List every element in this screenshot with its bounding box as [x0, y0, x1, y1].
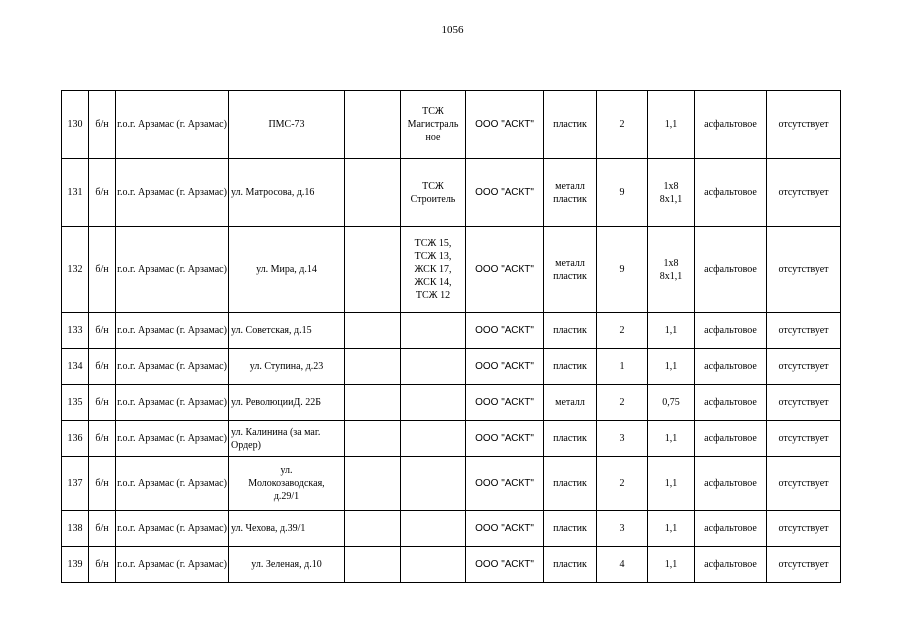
empty-cell — [345, 421, 401, 457]
empty-cell — [345, 457, 401, 511]
material-cell: металл — [544, 385, 597, 421]
owner-cell — [401, 511, 466, 547]
address-cell: ул. Ступина, д.23 — [229, 349, 345, 385]
district-cell: г.о.г. Арзамас (г. Арзамас) — [116, 457, 229, 511]
empty-cell — [345, 511, 401, 547]
table-row — [62, 511, 841, 547]
row-number-cell: 136 — [62, 421, 89, 457]
row-number-cell: 131 — [62, 159, 89, 227]
table-row — [62, 547, 841, 583]
fence-cell: отсутствует — [767, 91, 841, 159]
material-cell: пластик — [544, 421, 597, 457]
owner-cell — [401, 457, 466, 511]
empty-cell — [345, 159, 401, 227]
table-row — [62, 227, 841, 313]
district-cell: г.о.г. Арзамас (г. Арзамас) — [116, 421, 229, 457]
empty-cell — [345, 91, 401, 159]
district-cell: г.о.г. Арзамас (г. Арзамас) — [116, 313, 229, 349]
operator-cell: ООО "АСКТ" — [466, 227, 544, 313]
table-row — [62, 91, 841, 159]
fence-cell: отсутствует — [767, 349, 841, 385]
volume-cell: 1,1 — [648, 91, 695, 159]
count-cell: 2 — [597, 385, 648, 421]
district-cell: г.о.г. Арзамас (г. Арзамас) — [116, 349, 229, 385]
table-row — [62, 457, 841, 511]
address-cell: ул. Мира, д.14 — [229, 227, 345, 313]
surface-cell: асфальтовое — [695, 385, 767, 421]
count-cell: 3 — [597, 511, 648, 547]
district-cell: г.о.г. Арзамас (г. Арзамас) — [116, 547, 229, 583]
fence-cell: отсутствует — [767, 457, 841, 511]
address-cell: ул. Калинина (за маг. Ордер) — [229, 421, 345, 457]
operator-cell: ООО "АСКТ" — [466, 159, 544, 227]
material-cell: металл пластик — [544, 227, 597, 313]
count-cell: 1 — [597, 349, 648, 385]
table-row — [62, 313, 841, 349]
row-number-cell: 139 — [62, 547, 89, 583]
table-row — [62, 349, 841, 385]
material-cell: пластик — [544, 547, 597, 583]
material-cell: пластик — [544, 349, 597, 385]
address-cell: ПМС-73 — [229, 91, 345, 159]
surface-cell: асфальтовое — [695, 349, 767, 385]
volume-cell: 1,1 — [648, 511, 695, 547]
operator-cell: ООО "АСКТ" — [466, 421, 544, 457]
owner-cell: ТСЖ Магистраль ное — [401, 91, 466, 159]
owner-cell — [401, 349, 466, 385]
count-cell: 2 — [597, 91, 648, 159]
count-cell: 3 — [597, 421, 648, 457]
count-cell: 9 — [597, 227, 648, 313]
operator-cell: ООО "АСКТ" — [466, 349, 544, 385]
owner-cell — [401, 385, 466, 421]
owner-cell: ТСЖ 15, ТСЖ 13, ЖСК 17, ЖСК 14, ТСЖ 12 — [401, 227, 466, 313]
surface-cell: асфальтовое — [695, 421, 767, 457]
row-number-cell: 138 — [62, 511, 89, 547]
material-cell: пластик — [544, 457, 597, 511]
no-number-cell: б/н — [89, 91, 116, 159]
row-number-cell: 133 — [62, 313, 89, 349]
operator-cell: ООО "АСКТ" — [466, 313, 544, 349]
district-cell: г.о.г. Арзамас (г. Арзамас) — [116, 511, 229, 547]
district-cell: г.о.г. Арзамас (г. Арзамас) — [116, 227, 229, 313]
row-number-cell: 132 — [62, 227, 89, 313]
count-cell: 4 — [597, 547, 648, 583]
address-cell: ул. Советская, д.15 — [229, 313, 345, 349]
fence-cell: отсутствует — [767, 385, 841, 421]
row-number-cell: 137 — [62, 457, 89, 511]
fence-cell: отсутствует — [767, 227, 841, 313]
owner-cell — [401, 547, 466, 583]
surface-cell: асфальтовое — [695, 511, 767, 547]
table-row — [62, 421, 841, 457]
address-cell: ул. Молокозаводская, д.29/1 — [229, 457, 345, 511]
fence-cell: отсутствует — [767, 159, 841, 227]
surface-cell: асфальтовое — [695, 227, 767, 313]
volume-cell: 1,1 — [648, 313, 695, 349]
surface-cell: асфальтовое — [695, 547, 767, 583]
fence-cell: отсутствует — [767, 421, 841, 457]
no-number-cell: б/н — [89, 457, 116, 511]
address-cell: ул. Матросова, д.16 — [229, 159, 345, 227]
volume-cell: 1,1 — [648, 457, 695, 511]
empty-cell — [345, 313, 401, 349]
no-number-cell: б/н — [89, 421, 116, 457]
operator-cell: ООО "АСКТ" — [466, 385, 544, 421]
district-cell: г.о.г. Арзамас (г. Арзамас) — [116, 159, 229, 227]
material-cell: металл пластик — [544, 159, 597, 227]
fence-cell: отсутствует — [767, 547, 841, 583]
address-cell: ул. РеволюцииД. 22Б — [229, 385, 345, 421]
row-number-cell: 130 — [62, 91, 89, 159]
district-cell: г.о.г. Арзамас (г. Арзамас) — [116, 385, 229, 421]
material-cell: пластик — [544, 511, 597, 547]
no-number-cell: б/н — [89, 227, 116, 313]
table-row — [62, 385, 841, 421]
operator-cell: ООО "АСКТ" — [466, 457, 544, 511]
surface-cell: асфальтовое — [695, 91, 767, 159]
operator-cell: ООО "АСКТ" — [466, 547, 544, 583]
no-number-cell: б/н — [89, 385, 116, 421]
volume-cell: 1х8 8х1,1 — [648, 227, 695, 313]
fence-cell: отсутствует — [767, 313, 841, 349]
address-cell: ул. Чехова, д.39/1 — [229, 511, 345, 547]
row-number-cell: 134 — [62, 349, 89, 385]
row-number-cell: 135 — [62, 385, 89, 421]
owner-cell — [401, 421, 466, 457]
operator-cell: ООО "АСКТ" — [466, 511, 544, 547]
material-cell: пластик — [544, 313, 597, 349]
volume-cell: 1,1 — [648, 547, 695, 583]
fence-cell: отсутствует — [767, 511, 841, 547]
empty-cell — [345, 227, 401, 313]
registry-table — [61, 90, 841, 583]
no-number-cell: б/н — [89, 547, 116, 583]
material-cell: пластик — [544, 91, 597, 159]
empty-cell — [345, 385, 401, 421]
volume-cell: 0,75 — [648, 385, 695, 421]
surface-cell: асфальтовое — [695, 457, 767, 511]
empty-cell — [345, 349, 401, 385]
no-number-cell: б/н — [89, 159, 116, 227]
owner-cell — [401, 313, 466, 349]
district-cell: г.о.г. Арзамас (г. Арзамас) — [116, 91, 229, 159]
count-cell: 2 — [597, 313, 648, 349]
no-number-cell: б/н — [89, 511, 116, 547]
operator-cell: ООО "АСКТ" — [466, 91, 544, 159]
count-cell: 9 — [597, 159, 648, 227]
registry-body — [62, 91, 841, 583]
no-number-cell: б/н — [89, 349, 116, 385]
surface-cell: асфальтовое — [695, 313, 767, 349]
volume-cell: 1х8 8х1,1 — [648, 159, 695, 227]
volume-cell: 1,1 — [648, 421, 695, 457]
table-row — [62, 159, 841, 227]
count-cell: 2 — [597, 457, 648, 511]
empty-cell — [345, 547, 401, 583]
surface-cell: асфальтовое — [695, 159, 767, 227]
owner-cell: ТСЖ Строитель — [401, 159, 466, 227]
no-number-cell: б/н — [89, 313, 116, 349]
volume-cell: 1,1 — [648, 349, 695, 385]
address-cell: ул. Зеленая, д.10 — [229, 547, 345, 583]
page-number: 1056 — [441, 24, 464, 36]
